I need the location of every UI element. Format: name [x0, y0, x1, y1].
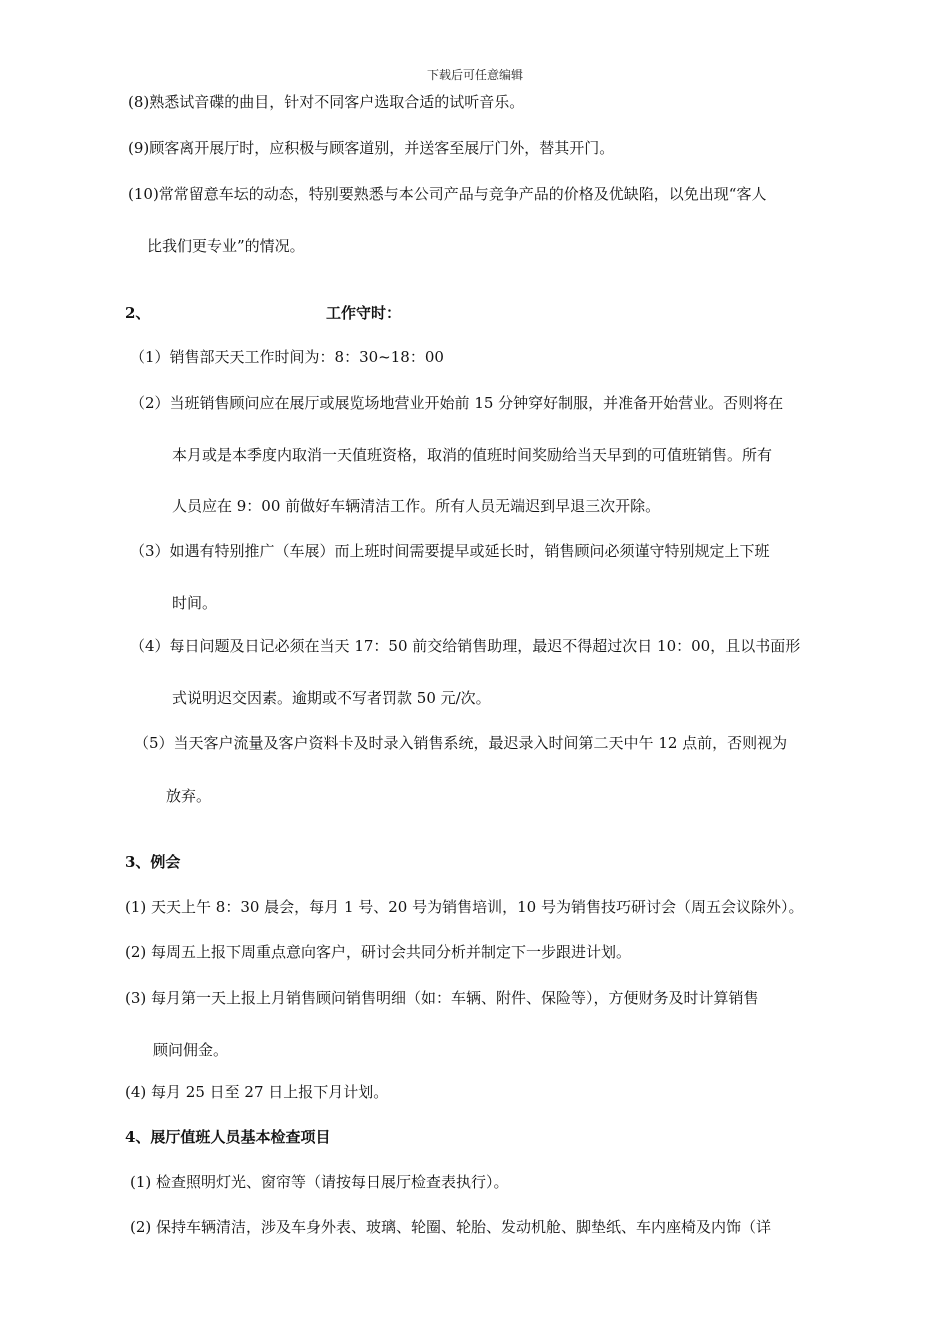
section-2-item-2-line-3: 人员应在 9：00 前做好车辆清洁工作。所有人员无端迟到早退三次开除。 — [172, 497, 661, 515]
item-9: (9)顾客离开展厅时，应积极与顾客道别，并送客至展厅门外，替其开门。 — [128, 139, 615, 157]
section-3-item-3-line-1: (3) 每月第一天上报上月销售顾问销售明细（如：车辆、附件、保险等），方便财务及时计算销售 — [125, 989, 759, 1007]
section-3-title: 3、例会 — [125, 853, 181, 871]
section-4-item-2: (2) 保持车辆清洁，涉及车身外表、玻璃、轮圈、轮胎、发动机舱、脚垫纸、车内座椅及内饰（详 — [130, 1218, 772, 1236]
section-2-item-5-line-1: （5）当天客户流量及客户资料卡及时录入销售系统，最迟录入时间第二天中午 12 点前，否则视为 — [134, 734, 788, 752]
section-2-item-3-line-2: 时间。 — [172, 594, 218, 612]
section-2-item-4-line-2: 式说明迟交因素。逾期或不写者罚款 50 元/次。 — [172, 689, 491, 707]
section-4-title: 4、展厅值班人员基本检查项目 — [125, 1128, 331, 1146]
section-2-item-5-line-2: 放弃。 — [166, 787, 212, 805]
section-2-number: 2、 — [125, 304, 151, 322]
item-10-line-1: (10)常常留意车坛的动态，特别要熟悉与本公司产品与竞争产品的价格及优缺陷，以免出现“客人 — [128, 185, 767, 203]
section-2-title: 工作守时： — [326, 304, 402, 322]
section-2-item-1: （1）销售部天天工作时间为：8：30~18：00 — [130, 348, 444, 366]
section-3-item-4: (4) 每月 25 日至 27 日上报下月计划。 — [125, 1083, 389, 1101]
item-8: (8)熟悉试音碟的曲目，针对不同客户选取合适的试听音乐。 — [128, 93, 525, 111]
section-3-item-3-line-2: 顾问佣金。 — [153, 1041, 229, 1059]
section-4-item-1: (1) 检查照明灯光、窗帘等（请按每日展厅检查表执行）。 — [130, 1173, 509, 1191]
section-3-item-1: (1) 天天上午 8：30 晨会，每月 1 号、20 号为销售培训，10 号为销售技巧研讨会（周五会议除外）。 — [125, 898, 804, 916]
section-2-item-4-line-1: （4）每日问题及日记必须在当天 17：50 前交给销售助理，最迟不得超过次日 10：00，且以书面形 — [130, 637, 801, 655]
section-2-item-3-line-1: （3）如遇有特别推广（车展）而上班时间需要提早或延长时，销售顾问必须谨守特别规定上下班 — [130, 542, 770, 560]
section-3-item-2: (2) 每周五上报下周重点意向客户，研讨会共同分析并制定下一步跟进计划。 — [125, 943, 632, 961]
section-2-item-2-line-2: 本月或是本季度内取消一天值班资格，取消的值班时间奖励给当天早到的可值班销售。所有 — [172, 446, 773, 464]
section-2-item-2-line-1: （2）当班销售顾问应在展厅或展览场地营业开始前 15 分钟穿好制服，并准备开始营业。否则将在 — [130, 394, 784, 412]
page-header: 下载后可任意编辑 — [426, 68, 523, 82]
item-10-line-2: 比我们更专业”的情况。 — [147, 237, 305, 255]
